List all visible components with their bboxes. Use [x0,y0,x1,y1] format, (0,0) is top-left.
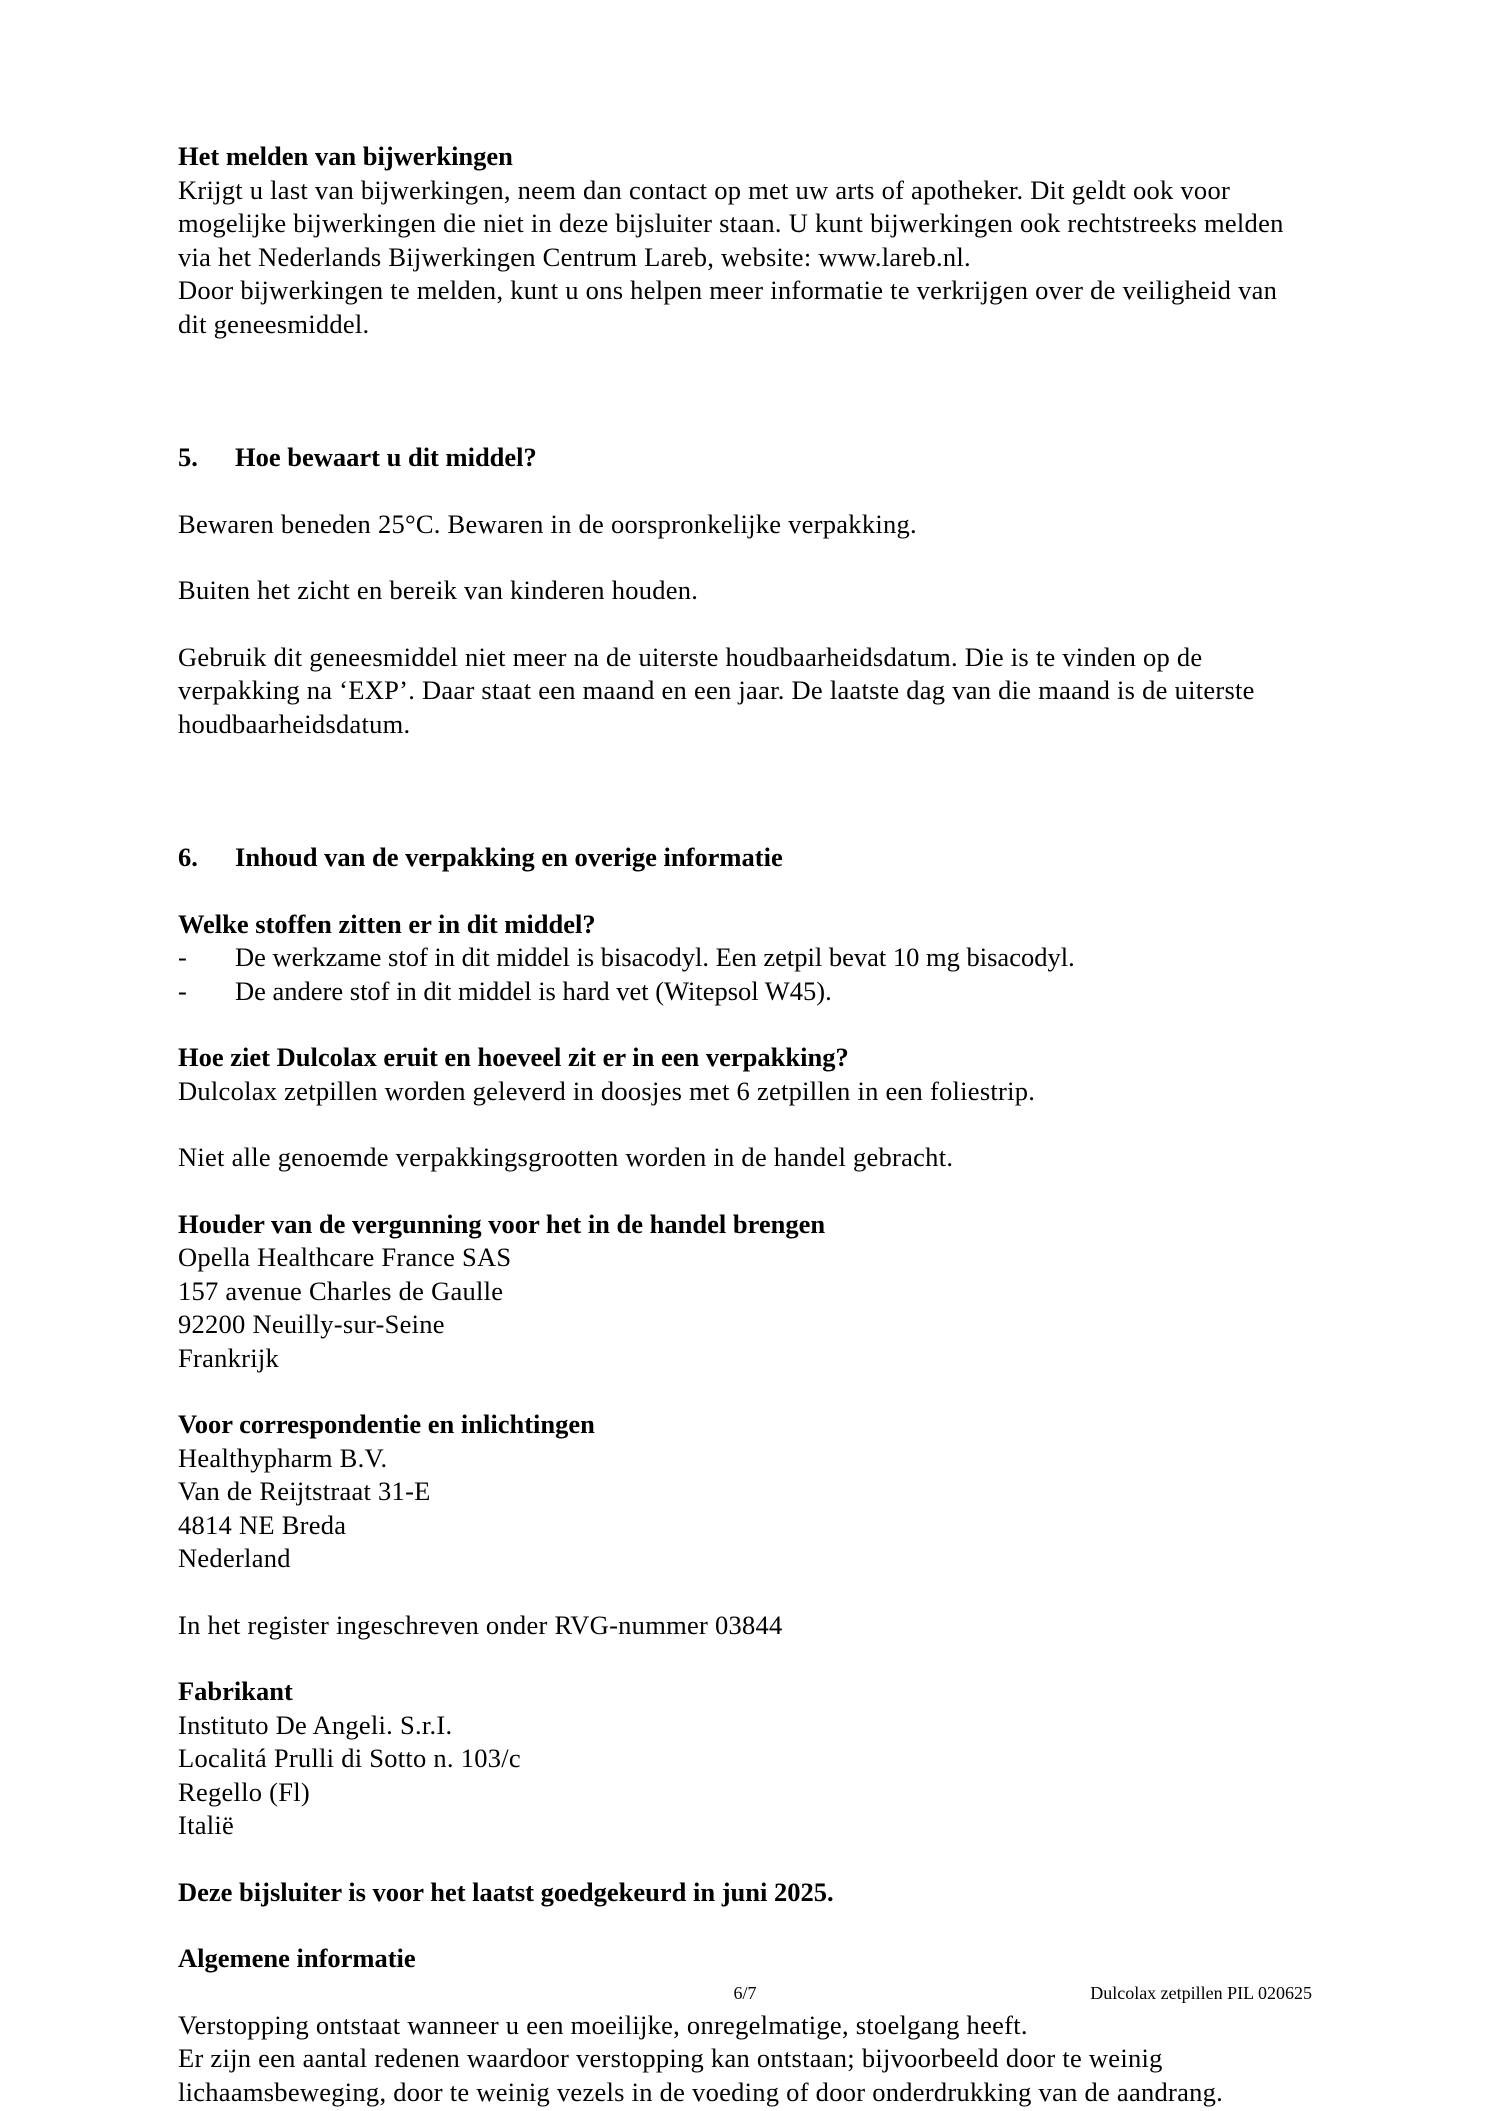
manufacturer-address-line: Instituto De Angeli. S.r.I. [178,1709,453,1740]
spacer [178,1008,1312,1041]
availability-text: Niet alle genoemde verpakkingsgrootten worden in de handel gebracht. [178,1142,954,1172]
spacer [178,875,1312,908]
spacer [178,341,1312,441]
spacer [178,475,1312,508]
mah-address-line: 157 avenue Charles de Gaulle [178,1275,504,1306]
page-content [178,140,1312,2109]
ingredients-list [178,941,1312,1008]
spacer [178,608,1312,641]
correspondence-address-line: Nederland [178,1543,291,1573]
spacer [178,1843,1312,1876]
correspondence-address-line: Van de Reijtstraat 31-E [178,1476,431,1506]
ingredient-active-substance: De werkzame stof in dit middel is bisacodyl. Een zetpil bevat 10 mg bisacodyl. [235,942,1075,972]
section-6-number: 6. [178,842,198,872]
general-information-heading: Algemene informatie [178,1943,416,1973]
mah-address-line: Frankrijk [178,1342,280,1373]
correspondence-address [178,1442,1312,1576]
spacer [178,1108,1312,1141]
mah-address-line: 92200 Neuilly-sur-Seine [178,1309,445,1339]
manufacturer-address [178,1709,1312,1843]
correspondence-heading: Voor correspondentie en inlichtingen [178,1409,595,1439]
section-5-expiry-date: Gebruik dit geneesmiddel niet meer na de uiterste houdbaarheidsdatum. Die is te vinden op de verpakking na ‘EXP’. Daar staat een maand en een jaar. De laatste dag van die maand is de uiterste houdbaarheidsdatum. [178,641,1255,739]
mah-heading: Houder van de vergunning voor het in de handel brengen [178,1208,826,1239]
adverse-reactions-paragraph-2: Door bijwerkingen te melden, kunt u ons helpen meer informatie te verkrijgen over de veiligheid van dit geneesmiddel. [178,275,1278,339]
list-item [178,975,1312,1009]
section-5-keep-out-of-reach: Buiten het zicht en bereik van kinderen houden. [178,575,699,605]
correspondence-address-line: Healthypharm B.V. [178,1442,388,1473]
section-5-storage-temperature: Bewaren beneden 25°C. Bewaren in de oorspronkelijke verpakking. [178,508,917,539]
general-information-paragraph-1: Verstopping ontstaat wanneer u een moeilijke, onregelmatige, stoelgang heeft. [178,2009,1028,2040]
spacer [178,741,1312,841]
list-item [178,941,1312,975]
section-5-heading [178,441,1312,475]
spacer [178,1175,1312,1208]
spacer [178,541,1312,574]
section-6-heading [178,841,1312,875]
spacer [178,1642,1312,1675]
spacer [178,1576,1312,1609]
manufacturer-address-line: Localitá Prulli di Sotto n. 103/c [178,1743,521,1773]
registration-number-text: In het register ingeschreven onder RVG-nummer 03844 [178,1609,783,1640]
manufacturer-address-line: Regello (Fl) [178,1776,310,1807]
adverse-reactions-heading: Het melden van bijwerkingen [178,141,513,171]
spacer [178,1375,1312,1408]
ingredient-other-substance: De andere stof in dit middel is hard vet (Witepsol W45). [235,975,832,1006]
mah-address-line: Opella Healthcare France SAS [178,1242,512,1272]
appearance-heading: Hoe ziet Dulcolax eruit en hoeveel zit er in een verpakking? [178,1042,849,1072]
dash-bullet-icon: - [178,942,187,972]
section-6-title: Inhoud van de verpakking en overige informatie [235,842,783,872]
adverse-reactions-paragraph-1: Krijgt u last van bijwerkingen, neem dan contact op met uw arts of apotheker. Dit geldt ook voor mogelijke bijwerkingen die niet in deze bijsluiter staan. U kunt bijwerkingen ook rechtstreeks melden via het Nederlands Bijwerkingen Centrum Lareb, website: www.lareb.nl. [178,174,1284,272]
appearance-text: Dulcolax zetpillen worden geleverd in doosjes met 6 zetpillen in een foliestrip. [178,1075,1036,1106]
spacer [178,1909,1312,1942]
dash-bullet-icon: - [178,975,187,1006]
footer-document-reference: Dulcolax zetpillen PIL 020625 [1090,1983,1312,2003]
correspondence-address-line: 4814 NE Breda [178,1509,347,1540]
manufacturer-heading: Fabrikant [178,1676,293,1706]
ingredients-heading: Welke stoffen zitten er in dit middel? [178,908,596,939]
general-information-paragraph-2: Er zijn een aantal redenen waardoor verstopping kan ontstaan; bijvoorbeeld door te weinig lichaamsbeweging, door te weinig vezels in de voeding of door onderdrukking van de aandrang. [178,2043,1224,2107]
manufacturer-address-line: Italië [178,1810,235,1840]
page-footer [178,1980,1312,2010]
footer-page-number: 6/7 [733,1983,757,2003]
approval-date-text: Deze bijsluiter is voor het laatst goedgekeurd in juni 2025. [178,1876,834,1907]
section-5-title: Hoe bewaart u dit middel? [235,442,537,472]
mah-address [178,1241,1312,1375]
section-5-number: 5. [178,442,198,472]
